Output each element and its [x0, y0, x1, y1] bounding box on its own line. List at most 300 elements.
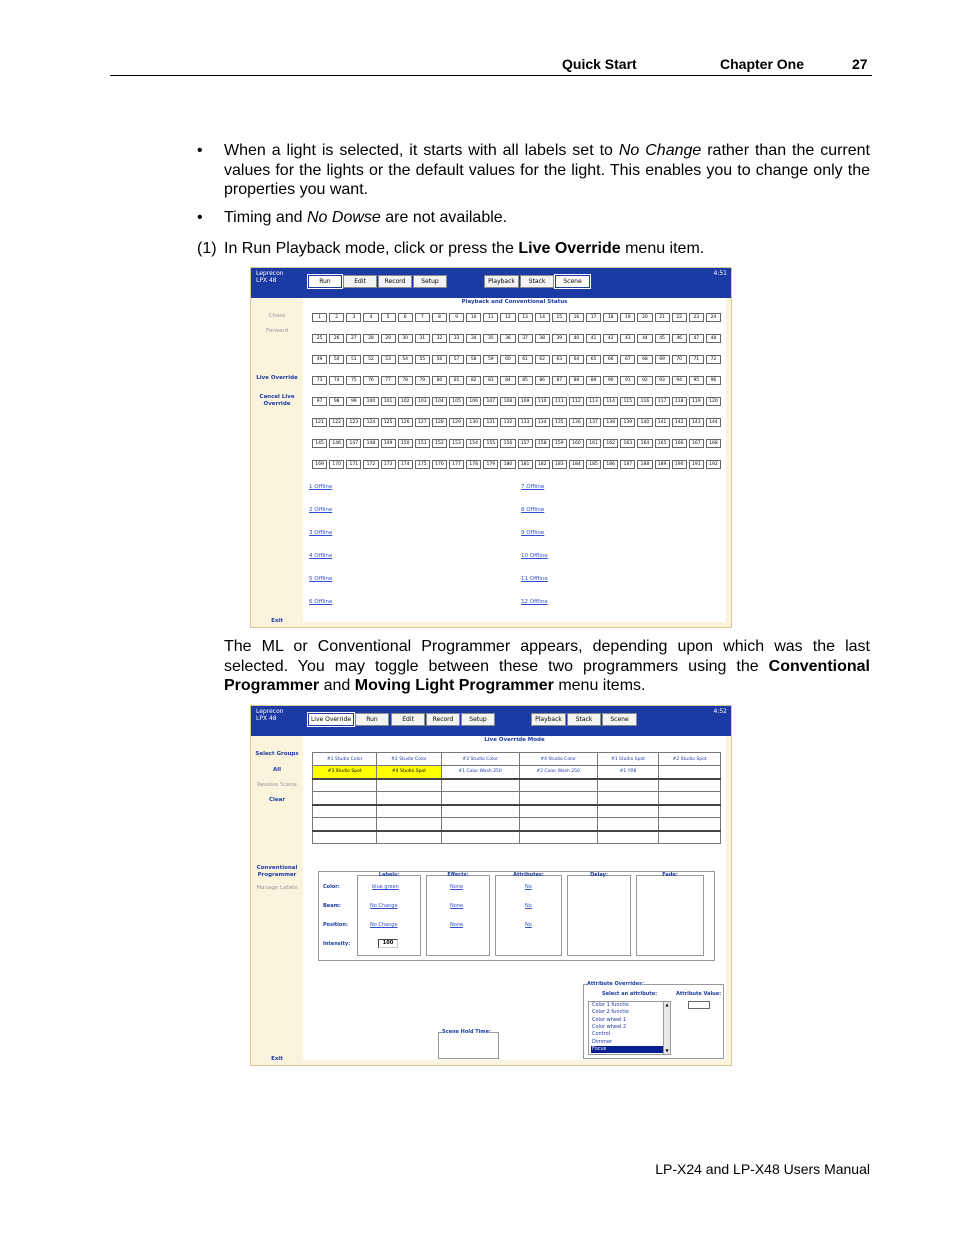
channel-cell[interactable]: 181 — [518, 460, 533, 469]
group-cell[interactable] — [441, 818, 519, 831]
color-label-value[interactable]: blue green — [372, 884, 399, 890]
channel-cell[interactable]: 141 — [655, 418, 670, 427]
group-cell[interactable] — [441, 805, 519, 818]
position-label-value[interactable]: No Change — [370, 922, 398, 928]
channel-cell[interactable]: 191 — [689, 460, 704, 469]
channel-cell[interactable]: 73 — [312, 376, 327, 385]
channel-cell[interactable]: 10 — [466, 313, 481, 322]
setup-button[interactable]: Setup — [413, 275, 447, 288]
channel-cell[interactable]: 5 — [381, 313, 396, 322]
playback-link[interactable]: 11 Offline — [521, 576, 548, 582]
group-cell[interactable]: #4 Studio Color — [519, 753, 597, 766]
channel-cell[interactable]: 45 — [655, 334, 670, 343]
channel-cell[interactable]: 125 — [381, 418, 396, 427]
channel-cell[interactable]: 117 — [655, 397, 670, 406]
channel-cell[interactable]: 85 — [518, 376, 533, 385]
manage-labels-item[interactable]: Manage Labels — [256, 885, 298, 891]
channel-cell[interactable]: 116 — [637, 397, 652, 406]
channel-cell[interactable]: 186 — [603, 460, 618, 469]
channel-cell[interactable]: 35 — [483, 334, 498, 343]
channel-cell[interactable]: 25 — [312, 334, 327, 343]
color-effect-value[interactable]: None — [450, 884, 464, 890]
channel-cell[interactable]: 184 — [569, 460, 584, 469]
channel-cell[interactable]: 76 — [363, 376, 378, 385]
group-cell[interactable]: #2 Studio Color — [377, 753, 441, 766]
group-cell[interactable] — [377, 779, 441, 792]
channel-cell[interactable]: 36 — [500, 334, 515, 343]
playback-link[interactable]: 5 Offline — [309, 576, 333, 582]
channel-cell[interactable]: 59 — [483, 355, 498, 364]
channel-cell[interactable]: 15 — [552, 313, 567, 322]
channel-cell[interactable]: 80 — [432, 376, 447, 385]
group-cell[interactable]: #2 Studio Spot — [659, 753, 721, 766]
attribute-option[interactable]: Focus — [591, 1046, 663, 1053]
position-attribute-value[interactable]: No — [525, 922, 532, 928]
channel-cell[interactable]: 21 — [655, 313, 670, 322]
channel-cell[interactable]: 172 — [363, 460, 378, 469]
channel-cell[interactable]: 12 — [500, 313, 515, 322]
setup-button[interactable]: Setup — [461, 713, 495, 726]
channel-cell[interactable]: 8 — [432, 313, 447, 322]
channel-cell[interactable]: 9 — [449, 313, 464, 322]
group-cell[interactable] — [313, 792, 377, 805]
channel-cell[interactable]: 111 — [552, 397, 567, 406]
channel-cell[interactable]: 124 — [363, 418, 378, 427]
channel-cell[interactable]: 31 — [415, 334, 430, 343]
group-cell[interactable]: #3 Studio Color — [441, 753, 519, 766]
playback-link[interactable]: 1 Offline — [309, 484, 333, 490]
channel-cell[interactable]: 170 — [329, 460, 344, 469]
channel-cell[interactable]: 178 — [466, 460, 481, 469]
channel-cell[interactable]: 23 — [689, 313, 704, 322]
channel-cell[interactable]: 175 — [415, 460, 430, 469]
channel-cell[interactable]: 180 — [500, 460, 515, 469]
channel-cell[interactable]: 105 — [449, 397, 464, 406]
attributes-heading: Attributes: — [513, 872, 544, 878]
channel-cell[interactable]: 160 — [569, 439, 584, 448]
channel-cell[interactable]: 174 — [398, 460, 413, 469]
channel-cell[interactable]: 137 — [586, 418, 601, 427]
channel-cell[interactable]: 2 — [329, 313, 344, 322]
scene-button[interactable]: Scene — [555, 275, 590, 288]
group-cell[interactable] — [313, 831, 377, 844]
channel-cell[interactable]: 144 — [706, 418, 721, 427]
channel-cell[interactable]: 130 — [466, 418, 481, 427]
channel-cell[interactable]: 17 — [586, 313, 601, 322]
group-cell[interactable] — [441, 792, 519, 805]
channel-cell[interactable]: 79 — [415, 376, 430, 385]
group-cell[interactable]: #2 Color Wash 250 — [519, 766, 597, 779]
group-cell[interactable] — [659, 779, 721, 792]
group-cell[interactable] — [659, 792, 721, 805]
channel-cell[interactable]: 119 — [689, 397, 704, 406]
record-button[interactable]: Record — [378, 275, 412, 288]
channel-cell[interactable]: 173 — [381, 460, 396, 469]
channel-cell[interactable]: 43 — [620, 334, 635, 343]
channel-cell[interactable]: 64 — [569, 355, 584, 364]
channel-cell[interactable]: 131 — [483, 418, 498, 427]
channel-cell[interactable]: 190 — [672, 460, 687, 469]
channel-cell[interactable]: 96 — [706, 376, 721, 385]
channel-cell[interactable]: 60 — [500, 355, 515, 364]
group-cell-selected[interactable]: #4 Studio Spot — [377, 766, 441, 779]
group-cell[interactable] — [597, 805, 659, 818]
group-cell[interactable] — [597, 831, 659, 844]
channel-cell[interactable]: 50 — [329, 355, 344, 364]
group-cell[interactable] — [519, 818, 597, 831]
group-cell[interactable] — [519, 805, 597, 818]
channel-cell[interactable]: 44 — [637, 334, 652, 343]
channel-cell[interactable]: 177 — [449, 460, 464, 469]
playback-link[interactable]: 7 Offline — [521, 484, 545, 490]
channel-cell[interactable]: 161 — [586, 439, 601, 448]
channel-cell[interactable]: 57 — [449, 355, 464, 364]
stack-button[interactable]: Stack — [520, 275, 554, 288]
channel-cell[interactable]: 135 — [552, 418, 567, 427]
channel-cell[interactable]: 4 — [363, 313, 378, 322]
scene-button[interactable]: Scene — [602, 713, 637, 726]
channel-cell[interactable]: 98 — [329, 397, 344, 406]
channel-cell[interactable]: 82 — [466, 376, 481, 385]
channel-cell[interactable]: 188 — [637, 460, 652, 469]
live-override-button[interactable]: Live Override — [308, 713, 354, 726]
group-cell[interactable] — [519, 831, 597, 844]
playback-button[interactable]: Playback — [531, 713, 566, 726]
channel-cell[interactable]: 126 — [398, 418, 413, 427]
channel-cell[interactable]: 69 — [655, 355, 670, 364]
channel-cell[interactable]: 112 — [569, 397, 584, 406]
channel-cell[interactable]: 129 — [449, 418, 464, 427]
channel-cell[interactable]: 185 — [586, 460, 601, 469]
channel-cell[interactable]: 22 — [672, 313, 687, 322]
channel-cell[interactable]: 157 — [518, 439, 533, 448]
channel-cell[interactable]: 159 — [552, 439, 567, 448]
channel-cell[interactable]: 81 — [449, 376, 464, 385]
beam-attribute-value[interactable]: No — [525, 903, 532, 909]
channel-cell[interactable]: 156 — [500, 439, 515, 448]
group-cell[interactable]: #1 Studio Spot — [597, 753, 659, 766]
channel-cell[interactable]: 187 — [620, 460, 635, 469]
channel-cell[interactable]: 139 — [620, 418, 635, 427]
group-cell[interactable] — [377, 792, 441, 805]
channel-cell[interactable]: 182 — [535, 460, 550, 469]
channel-cell[interactable]: 127 — [415, 418, 430, 427]
channel-cell[interactable]: 109 — [518, 397, 533, 406]
group-cell[interactable] — [377, 831, 441, 844]
channel-cell[interactable]: 6 — [398, 313, 413, 322]
channel-cell[interactable]: 167 — [689, 439, 704, 448]
edit-button[interactable]: Edit — [391, 713, 425, 726]
channel-cell[interactable]: 153 — [449, 439, 464, 448]
channel-cell[interactable]: 62 — [535, 355, 550, 364]
channel-cell[interactable]: 146 — [329, 439, 344, 448]
color-attribute-value[interactable]: No — [525, 884, 532, 890]
channel-cell[interactable]: 83 — [483, 376, 498, 385]
group-cell[interactable] — [313, 779, 377, 792]
channel-cell[interactable]: 165 — [655, 439, 670, 448]
channel-cell[interactable]: 48 — [706, 334, 721, 343]
group-cell[interactable] — [659, 831, 721, 844]
channel-cell[interactable]: 39 — [552, 334, 567, 343]
conventional-programmer-item[interactable]: Conventional Programmer — [256, 865, 298, 878]
playback-link[interactable]: 6 Offline — [309, 599, 333, 605]
attribute-option[interactable]: Control — [592, 1031, 611, 1038]
channel-cell[interactable]: 150 — [398, 439, 413, 448]
resolve-scene-item[interactable]: Resolve Scene — [257, 782, 297, 788]
channel-cell[interactable]: 88 — [569, 376, 584, 385]
channel-cell[interactable]: 115 — [620, 397, 635, 406]
channel-cell[interactable]: 72 — [706, 355, 721, 364]
playback-link[interactable]: 9 Offline — [521, 530, 545, 536]
channel-cell[interactable]: 58 — [466, 355, 481, 364]
channel-cell[interactable]: 78 — [398, 376, 413, 385]
channel-cell[interactable]: 70 — [672, 355, 687, 364]
group-cell[interactable] — [659, 805, 721, 818]
playback-link[interactable]: 10 Offline — [521, 553, 548, 559]
channel-cell[interactable]: 65 — [586, 355, 601, 364]
channel-cell[interactable]: 71 — [689, 355, 704, 364]
run-button[interactable]: Run — [355, 713, 389, 726]
group-cell[interactable]: #1 Studio Color — [313, 753, 377, 766]
channel-cell[interactable]: 27 — [346, 334, 361, 343]
channel-cell[interactable]: 56 — [432, 355, 447, 364]
channel-cell[interactable]: 42 — [603, 334, 618, 343]
live-override-item[interactable]: Live Override — [256, 375, 298, 381]
text-segment: Conventional Programmer — [224, 657, 870, 694]
bullet-marker: • — [197, 142, 203, 159]
channel-cell[interactable]: 176 — [432, 460, 447, 469]
channel-cell[interactable]: 108 — [500, 397, 515, 406]
playback-button[interactable]: Playback — [484, 275, 519, 288]
group-cell[interactable] — [441, 831, 519, 844]
scene-hold-time-label: Scene Hold Time: — [442, 1029, 492, 1035]
channel-cell[interactable]: 134 — [535, 418, 550, 427]
channel-cell[interactable]: 158 — [535, 439, 550, 448]
channel-cell[interactable]: 155 — [483, 439, 498, 448]
beam-label-value[interactable]: No Change — [370, 903, 398, 909]
channel-cell[interactable]: 113 — [586, 397, 601, 406]
scroll-up-icon[interactable]: ▲ — [665, 1002, 669, 1007]
channel-cell[interactable]: 33 — [449, 334, 464, 343]
playback-link[interactable]: 8 Offline — [521, 507, 545, 513]
group-cell[interactable] — [597, 779, 659, 792]
channel-cell[interactable]: 166 — [672, 439, 687, 448]
channel-cell[interactable]: 99 — [346, 397, 361, 406]
attribute-scrollbar[interactable] — [663, 1002, 670, 1054]
channel-cell[interactable]: 114 — [603, 397, 618, 406]
channel-cell[interactable]: 67 — [620, 355, 635, 364]
channel-cell[interactable]: 145 — [312, 439, 327, 448]
channel-cell[interactable]: 29 — [381, 334, 396, 343]
channel-cell[interactable]: 14 — [535, 313, 550, 322]
channel-cell[interactable]: 94 — [672, 376, 687, 385]
stack-button[interactable]: Stack — [567, 713, 601, 726]
group-cell[interactable]: #1 Color Wash 250 — [441, 766, 519, 779]
channel-cell[interactable]: 102 — [398, 397, 413, 406]
channel-cell[interactable]: 89 — [586, 376, 601, 385]
channel-cell[interactable]: 123 — [346, 418, 361, 427]
channel-cell[interactable]: 107 — [483, 397, 498, 406]
clear-item[interactable]: Clear — [268, 797, 286, 803]
attribute-value-field[interactable] — [688, 1001, 710, 1009]
channel-cell[interactable]: 132 — [500, 418, 515, 427]
channel-cell[interactable]: 100 — [363, 397, 378, 406]
channel-cell[interactable]: 152 — [432, 439, 447, 448]
group-cell[interactable] — [377, 805, 441, 818]
channel-cell[interactable]: 148 — [363, 439, 378, 448]
channel-cell[interactable]: 86 — [535, 376, 550, 385]
channel-cell[interactable]: 40 — [569, 334, 584, 343]
group-cell[interactable] — [659, 818, 721, 831]
attribute-option[interactable]: Color wheel 2 — [592, 1023, 627, 1030]
channel-cell[interactable]: 3 — [346, 313, 361, 322]
channel-cell[interactable]: 169 — [312, 460, 327, 469]
channel-cell[interactable]: 121 — [312, 418, 327, 427]
group-cell[interactable] — [313, 818, 377, 831]
channel-cell[interactable]: 106 — [466, 397, 481, 406]
channel-cell[interactable]: 133 — [518, 418, 533, 427]
channel-cell[interactable]: 128 — [432, 418, 447, 427]
channel-cell[interactable]: 162 — [603, 439, 618, 448]
all-item[interactable]: All — [272, 767, 282, 773]
channel-cell[interactable]: 11 — [483, 313, 498, 322]
group-cell[interactable] — [441, 779, 519, 792]
channel-cell[interactable]: 179 — [483, 460, 498, 469]
channel-cell[interactable]: 149 — [381, 439, 396, 448]
channel-cell[interactable]: 41 — [586, 334, 601, 343]
channel-cell[interactable]: 168 — [706, 439, 721, 448]
attribute-option[interactable]: Color 1 functio — [592, 1002, 629, 1008]
channel-cell[interactable]: 77 — [381, 376, 396, 385]
channel-cell[interactable]: 53 — [381, 355, 396, 364]
channel-cell[interactable]: 151 — [415, 439, 430, 448]
channel-cell[interactable]: 120 — [706, 397, 721, 406]
group-cell[interactable] — [313, 805, 377, 818]
playback-link[interactable]: 3 Offline — [309, 530, 333, 536]
channel-cell[interactable]: 104 — [432, 397, 447, 406]
exit-item[interactable]: Exit — [271, 1056, 283, 1062]
channel-cell[interactable]: 28 — [363, 334, 378, 343]
channel-cell[interactable]: 183 — [552, 460, 567, 469]
position-effect-value[interactable]: None — [450, 922, 464, 928]
group-cell[interactable] — [377, 818, 441, 831]
channel-cell[interactable]: 54 — [398, 355, 413, 364]
playback-link[interactable]: 4 Offline — [309, 553, 333, 559]
channel-cell[interactable]: 32 — [432, 334, 447, 343]
channel-cell[interactable]: 136 — [569, 418, 584, 427]
channel-cell[interactable]: 74 — [329, 376, 344, 385]
group-cell[interactable] — [519, 779, 597, 792]
channel-cell[interactable]: 75 — [346, 376, 361, 385]
channel-cell[interactable]: 1 — [312, 313, 327, 322]
channel-cell[interactable]: 164 — [637, 439, 652, 448]
channel-cell[interactable]: 101 — [381, 397, 396, 406]
channel-cell[interactable]: 37 — [518, 334, 533, 343]
channel-cell[interactable]: 171 — [346, 460, 361, 469]
channel-cell[interactable]: 95 — [689, 376, 704, 385]
attribute-listbox[interactable] — [588, 1001, 671, 1055]
channel-cell[interactable]: 19 — [620, 313, 635, 322]
playback-link[interactable]: 2 Offline — [309, 507, 333, 513]
channel-cell[interactable]: 46 — [672, 334, 687, 343]
channel-cell[interactable]: 138 — [603, 418, 618, 427]
channel-cell[interactable]: 13 — [518, 313, 533, 322]
channel-cell[interactable]: 91 — [620, 376, 635, 385]
select-groups-item[interactable]: Select Groups — [255, 751, 299, 757]
channel-cell[interactable]: 7 — [415, 313, 430, 322]
channel-cell[interactable]: 55 — [415, 355, 430, 364]
intensity-field[interactable]: 100 — [378, 939, 398, 948]
group-cell[interactable] — [597, 818, 659, 831]
group-cell[interactable] — [519, 792, 597, 805]
channel-cell[interactable]: 49 — [312, 355, 327, 364]
exit-item[interactable]: Exit — [271, 618, 283, 624]
channel-cell[interactable]: 68 — [637, 355, 652, 364]
channel-cell[interactable]: 20 — [637, 313, 652, 322]
channel-cell[interactable]: 26 — [329, 334, 344, 343]
channel-cell[interactable]: 97 — [312, 397, 327, 406]
edit-button[interactable]: Edit — [343, 275, 377, 288]
channel-cell[interactable]: 163 — [620, 439, 635, 448]
channel-cell[interactable]: 87 — [552, 376, 567, 385]
scroll-down-icon[interactable]: ▼ — [665, 1048, 669, 1053]
channel-cell[interactable]: 90 — [603, 376, 618, 385]
channel-cell[interactable]: 47 — [689, 334, 704, 343]
channel-cell[interactable]: 52 — [363, 355, 378, 364]
channel-cell[interactable]: 61 — [518, 355, 533, 364]
playback-link[interactable]: 12 Offline — [521, 599, 548, 605]
channel-cell[interactable]: 189 — [655, 460, 670, 469]
channel-cell[interactable]: 16 — [569, 313, 584, 322]
chase-item[interactable]: Chase — [268, 313, 286, 319]
channel-cell[interactable]: 34 — [466, 334, 481, 343]
channel-cell[interactable]: 110 — [535, 397, 550, 406]
channel-cell[interactable]: 103 — [415, 397, 430, 406]
run-button[interactable]: Run — [308, 275, 342, 288]
channel-cell[interactable]: 92 — [637, 376, 652, 385]
attribute-option[interactable]: Color 2 functio — [592, 1009, 629, 1016]
channel-cell[interactable]: 147 — [346, 439, 361, 448]
channel-cell[interactable]: 122 — [329, 418, 344, 427]
group-cell-selected[interactable]: #3 Studio Spot — [313, 766, 377, 779]
channel-cell[interactable]: 154 — [466, 439, 481, 448]
attribute-option[interactable]: Color wheel 1 — [592, 1016, 627, 1023]
channel-row — [312, 355, 721, 364]
channel-cell[interactable]: 93 — [655, 376, 670, 385]
channel-cell[interactable]: 66 — [603, 355, 618, 364]
beam-effect-value[interactable]: None — [450, 903, 464, 909]
channel-cell[interactable]: 142 — [672, 418, 687, 427]
channel-cell[interactable]: 140 — [637, 418, 652, 427]
channel-cell[interactable]: 24 — [706, 313, 721, 322]
forward-item[interactable]: Forward — [265, 328, 289, 334]
group-cell[interactable] — [659, 766, 721, 779]
record-button[interactable]: Record — [426, 713, 460, 726]
channel-cell[interactable]: 30 — [398, 334, 413, 343]
cancel-live-override-item[interactable]: Cancel Live Override — [259, 394, 295, 407]
channel-cell[interactable]: 143 — [689, 418, 704, 427]
attribute-option[interactable]: Dimmer — [592, 1038, 613, 1045]
channel-cell[interactable]: 84 — [500, 376, 515, 385]
group-cell[interactable]: #1 YR8 — [597, 766, 659, 779]
channel-cell[interactable]: 192 — [706, 460, 721, 469]
channel-cell[interactable]: 38 — [535, 334, 550, 343]
channel-cell[interactable]: 63 — [552, 355, 567, 364]
channel-cell[interactable]: 118 — [672, 397, 687, 406]
group-cell[interactable] — [597, 792, 659, 805]
channel-cell[interactable]: 51 — [346, 355, 361, 364]
channel-cell[interactable]: 18 — [603, 313, 618, 322]
